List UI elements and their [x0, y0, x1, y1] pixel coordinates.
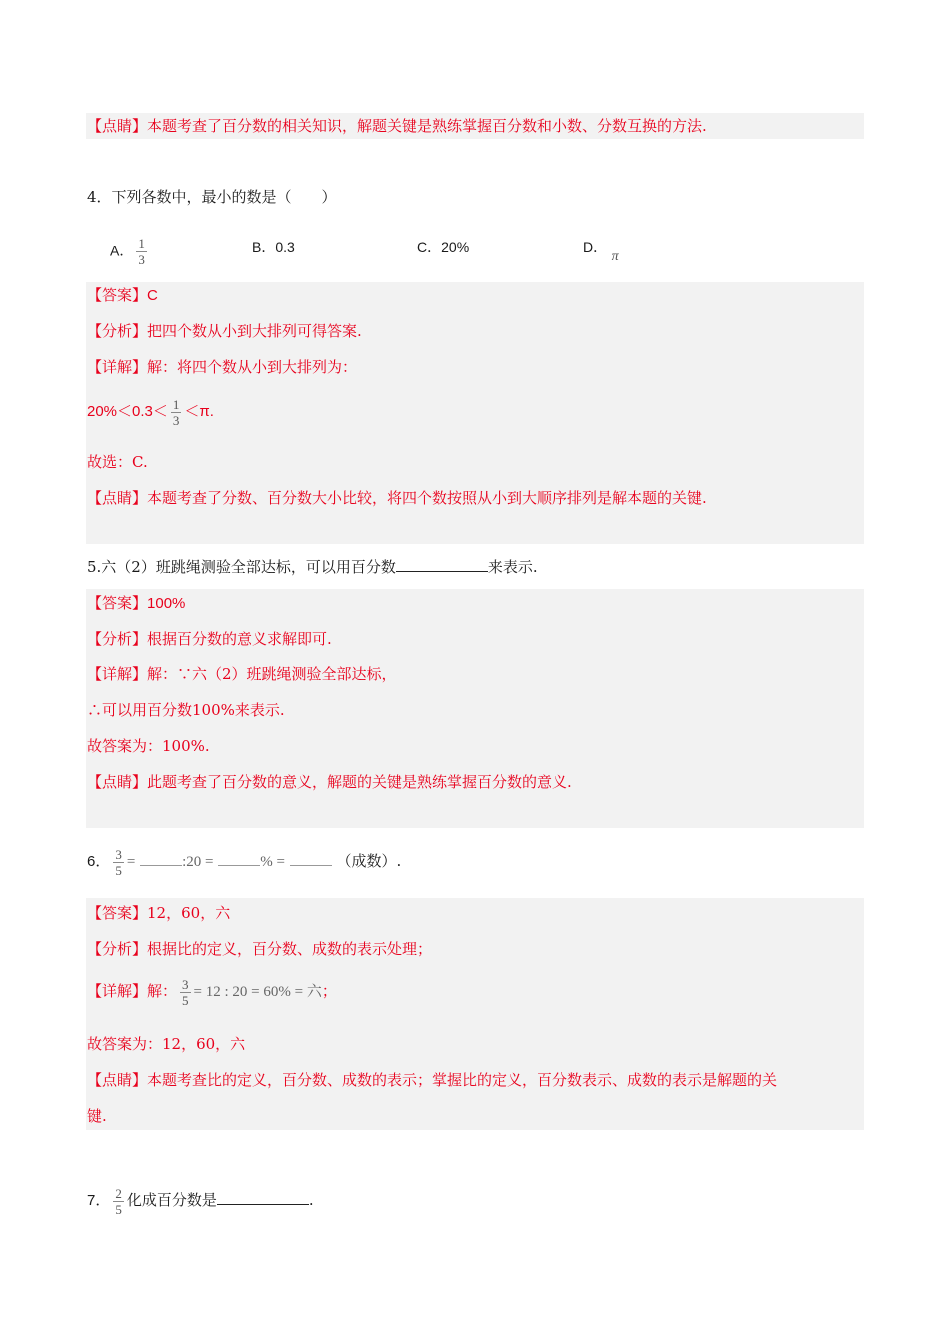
q4-stem: 4．下列各数中，最小的数是（ ）: [87, 188, 337, 206]
q3-comment: [87, 116, 707, 136]
q6-stem: 6． $\frac{3}{5}$ = :20 = % = （成数）.: [87, 846, 402, 878]
q4-option-a: A． $\frac{1}{3}$: [110, 236, 145, 267]
fraction-one-third: $\frac{1}{3}$: [138, 236, 145, 267]
q4-answer: 【答案】C: [87, 286, 158, 304]
q6-comment-2: 键.: [87, 1107, 107, 1125]
fraction-three-fifths: $\frac{3}{5}$: [115, 846, 122, 878]
q4-option-d: D． π: [583, 239, 619, 264]
answer-blank-2[interactable]: [218, 853, 260, 866]
q5-stem: 5.六（2）班跳绳测验全部达标，可以用百分数 来表示.: [87, 558, 538, 576]
q4-option-c: C．20%: [417, 239, 470, 255]
q6-comment: 【点睛】本题考查比的定义，百分数、成数的表示；掌握比的定义，百分数表示、成数的表示是解题的关: [87, 1071, 778, 1089]
q4-option-b: B．0.3: [252, 239, 295, 255]
q5-detail-2: ∴可以用百分数100%来表示.: [87, 701, 285, 719]
q5-analysis: 【分析】根据百分数的意义求解即可.: [87, 630, 332, 648]
q5-comment: 【点睛】此题考查了百分数的意义，解题的关键是熟练掌握百分数的意义.: [87, 773, 572, 791]
comment-text: 本题考查了百分数的相关知识，解题关键是熟练掌握百分数和小数、分数互换的方法.: [147, 117, 707, 135]
answer-blank-3[interactable]: [290, 853, 332, 866]
q5-conclusion: 故答案为：100%.: [87, 737, 210, 755]
fraction-one-third: $\frac{1}{3}$: [172, 396, 180, 428]
q6-conclusion: 故答案为：12，60，六: [87, 1035, 246, 1053]
q4-comment: 【点睛】本题考查了分数、百分数大小比较，将四个数按照从小到大顺序排列是解本题的关键.: [87, 489, 707, 507]
q4-order: 20%＜0.3＜ $\frac{1}{3}$ ＜π.: [87, 396, 214, 428]
q6-analysis: 【分析】根据比的定义，百分数、成数的表示处理；: [87, 940, 433, 958]
q4-conclusion: 故选：C.: [87, 453, 148, 471]
fraction-two-fifths: $\frac{2}{5}$: [115, 1185, 122, 1217]
answer-blank[interactable]: [396, 557, 488, 572]
comment-tag: 【点睛】: [87, 117, 148, 135]
pi-symbol: π: [611, 249, 619, 264]
q6-detail: 【详解】解： $\frac{3}{5}$ = 12 : 20 = 60% = 六；: [87, 976, 337, 1008]
q6-answer: 【答案】12，60，六: [87, 904, 231, 922]
q4-analysis: 【分析】把四个数从小到大排列可得答案.: [87, 322, 362, 340]
q5-detail: 【详解】解：∵六（2）班跳绳测验全部达标，: [87, 665, 397, 683]
answer-blank[interactable]: [217, 1190, 309, 1205]
q5-answer: 【答案】100%: [87, 594, 186, 612]
q4-detail: 【详解】解：将四个数从小到大排列为：: [87, 358, 358, 376]
answer-blank-1[interactable]: [140, 853, 182, 866]
fraction-three-fifths: $\frac{3}{5}$: [182, 976, 189, 1008]
solution-box-q6: [86, 898, 864, 1130]
q7-stem: 7． $\frac{2}{5}$ 化成百分数是 .: [87, 1185, 314, 1217]
